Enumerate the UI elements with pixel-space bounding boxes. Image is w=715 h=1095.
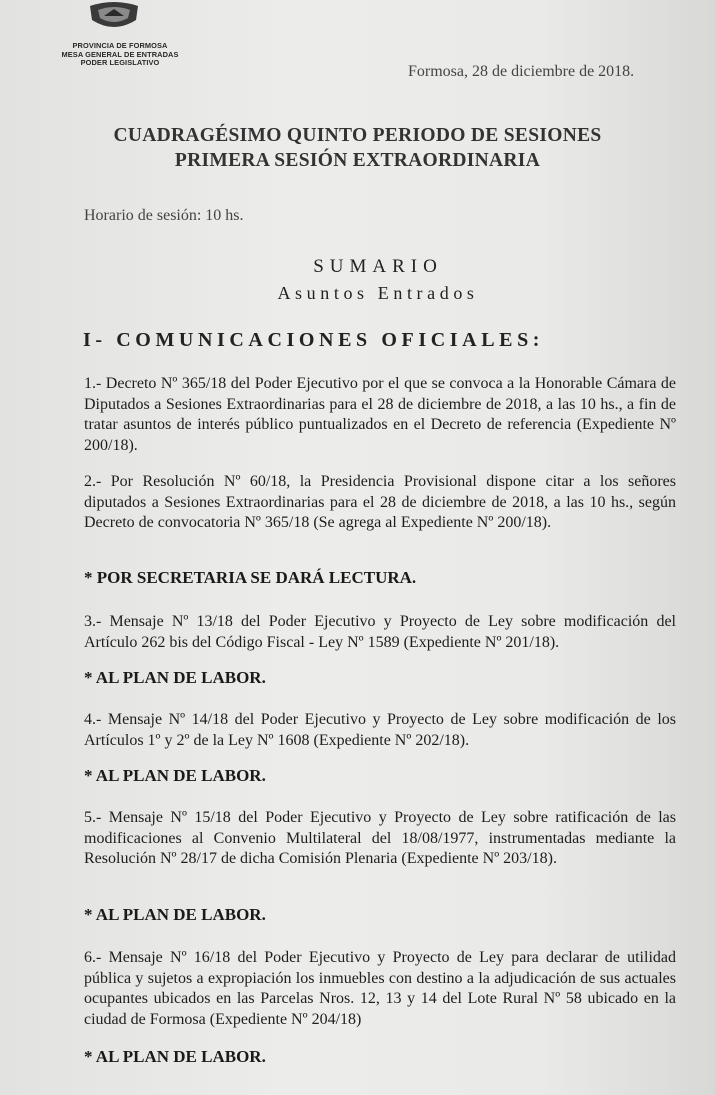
org-line-branch: PODER LEGISLATIVO [80,58,160,68]
agenda-item: 5.- Mensaje Nº 15/18 del Poder Ejecutivo y Proyecto de Ley sobre ratificación de las modificaciones al Convenio Multilateral del 18/08/1977, instrumentadas mediante la Resolución Nº 28/17 de dicha Comisión Plenaria (Expediente Nº 203/18). [84,809,676,867]
agenda-item: 2.- Por Resolución Nº 60/18, la Presidencia Provisional dispone citar a los señores diputados a Sesiones Extraordinarias para el 28 de diciembre de 2018, a las 10 hs., según Decreto de convocatoria Nº 365/18 (Se agrega al Expediente Nº 200/18). [84,473,676,531]
sumario-subheading: Asuntos Entrados [277,283,479,303]
action-note: * AL PLAN DE LABOR. [84,905,266,924]
issuing-organization [50,42,190,68]
provincial-seal-logo [86,0,142,32]
org-line-province: PROVINCIA DE FORMOSA [72,41,168,50]
sumario-heading: SUMARIO [313,256,443,277]
agenda-item: 1.- Decreto Nº 365/18 del Poder Ejecutivo por el que se convoca a la Honorable Cámara de Diputados a Sesiones Extraordinarias para el 28 de diciembre de 2018, a las 10 hs., a fin de tratar asuntos de interés público puntualizados en el Decreto de referencia (Expediente Nº 200/18). [84,375,676,454]
action-note: * AL PLAN DE LABOR. [84,766,266,785]
agenda-item: 4.- Mensaje Nº 14/18 del Poder Ejecutivo y Proyecto de Ley sobre modificación de los Artículos 1º y 2º de la Ley Nº 1608 (Expediente Nº 202/18). [84,711,676,749]
session-schedule: Horario de sesión: 10 hs. [84,207,244,224]
agenda-item: 3.- Mensaje Nº 13/18 del Poder Ejecutivo y Proyecto de Ley sobre modificación del Artículo 262 bis del Código Fiscal - Ley Nº 1589 (Expediente Nº 201/18). [84,613,676,651]
action-note: * AL PLAN DE LABOR. [84,1047,266,1066]
document-date: Formosa, 28 de diciembre de 2018. [408,63,635,80]
action-note: * POR SECRETARIA SE DARÁ LECTURA. [84,568,417,587]
session-type-title: PRIMERA SESIÓN EXTRAORDINARIA [174,150,541,171]
agenda-item: 6.- Mensaje Nº 16/18 del Poder Ejecutivo y Proyecto de Ley para declarar de utilidad pública y sujetos a expropiación los inmuebles con destino a la adjudicación de sus actuales ocupantes ubicados en las Parcelas Nros. 12, 13 y 14 del Lote Rural Nº 58 ubicado en la ciudad de Formosa (Expediente Nº 204/18) [84,949,676,1028]
section-heading: I- COMUNICACIONES OFICIALES: [83,329,545,351]
session-period-title: CUADRAGÉSIMO QUINTO PERIODO DE SESIONES [113,125,602,146]
action-note: * AL PLAN DE LABOR. [84,668,266,687]
org-line-office: MESA GENERAL DE ENTRADAS [61,49,179,59]
